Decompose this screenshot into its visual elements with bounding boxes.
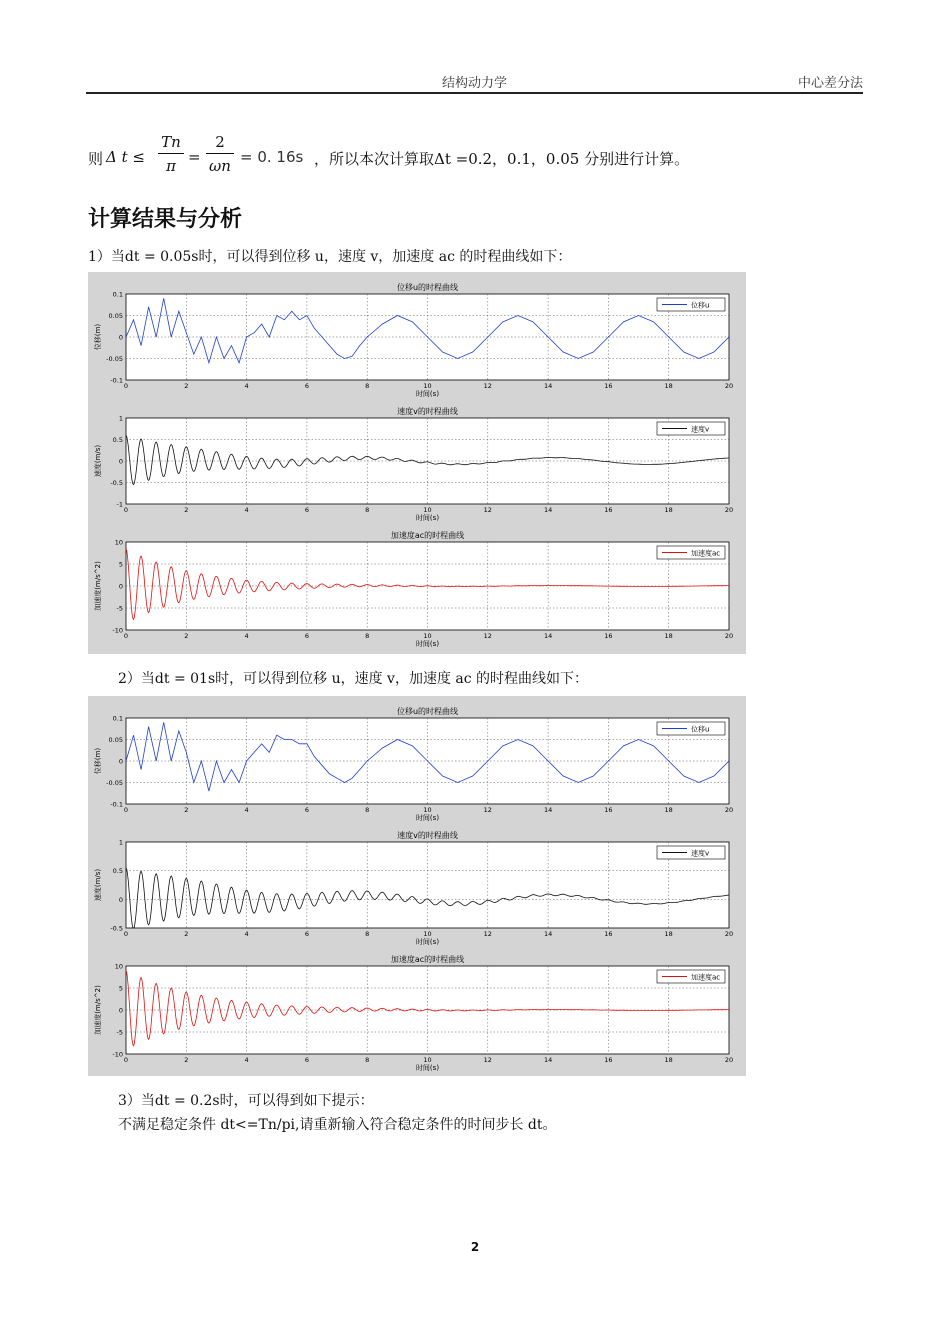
y-tick-label: 0 [118, 895, 123, 904]
formula-lhs: Δ t ≤ [106, 148, 145, 166]
x-tick-label: 16 [604, 506, 613, 514]
panel-title: 位移u的时程曲线 [396, 707, 459, 716]
x-axis-label: 时间(s) [415, 814, 440, 822]
x-tick-label: 10 [423, 806, 432, 814]
y-tick-label: 0 [118, 457, 123, 466]
legend-label: 速度v [691, 425, 710, 434]
x-tick-label: 12 [483, 806, 492, 814]
figure-1-svg [88, 272, 746, 654]
panel-title: 加速度ac的时程曲线 [390, 955, 465, 964]
x-tick-label: 18 [664, 506, 673, 514]
x-tick-label: 8 [365, 382, 370, 390]
y-axis-label: 加速度(m/s^2) [94, 561, 102, 611]
paragraph-dt-005: 1）当dt = 0.05s时，可以得到位移 u，速度 v，加速度 ac 的时程曲线如下： [88, 249, 572, 265]
y-tick-label: -10 [112, 1050, 123, 1059]
y-tick-label: 5 [118, 984, 123, 993]
x-tick-label: 18 [664, 382, 673, 390]
chart-panel-2 [93, 406, 733, 522]
figure-dt-005 [88, 272, 746, 654]
x-tick-label: 20 [724, 1056, 734, 1064]
x-tick-label: 18 [664, 806, 673, 814]
page-number: 2 [470, 1240, 480, 1254]
x-tick-label: 2 [184, 806, 189, 814]
x-axis-label: 时间(s) [415, 514, 440, 522]
header-rule [86, 92, 863, 94]
stability-warning: 不满足稳定条件 dt<=Tn/pi,请重新输入符合稳定条件的时间步长 dt。 [118, 1117, 557, 1133]
x-tick-label: 18 [664, 930, 673, 938]
y-tick-label: -5 [116, 604, 123, 613]
x-tick-label: 14 [543, 930, 553, 938]
y-axis-label: 位移(m) [94, 323, 102, 351]
panel-title: 速度v的时程曲线 [397, 831, 458, 840]
x-tick-label: 12 [483, 632, 492, 640]
formula-equals: = [188, 148, 201, 166]
x-tick-label: 8 [365, 1056, 370, 1064]
y-tick-label: -5 [116, 1028, 123, 1037]
legend-label: 加速度ac [691, 549, 721, 558]
header-chapter: 中心差分法 [797, 76, 863, 91]
x-tick-label: 14 [543, 382, 553, 390]
x-tick-label: 4 [244, 632, 249, 640]
y-axis-label: 加速度(m/s^2) [94, 985, 102, 1035]
x-axis-label: 时间(s) [415, 938, 440, 946]
y-tick-label: 0 [118, 333, 123, 342]
legend-label: 速度v [691, 849, 710, 858]
chart-panel-1 [93, 706, 733, 822]
chart-panel-1 [93, 282, 733, 398]
paragraph-dt-01: 2）当dt = 01s时，可以得到位移 u，速度 v，加速度 ac 的时程曲线如下： [118, 671, 589, 687]
x-tick-label: 6 [304, 632, 309, 640]
x-tick-label: 14 [543, 506, 553, 514]
y-tick-label: 0.5 [112, 436, 123, 444]
x-tick-label: 2 [184, 506, 189, 514]
x-tick-label: 0 [123, 806, 129, 814]
x-tick-label: 12 [483, 1056, 492, 1064]
x-axis-label: 时间(s) [415, 640, 440, 648]
formula-fraction-2 [206, 132, 234, 177]
y-tick-label: 0 [118, 1006, 123, 1015]
x-tick-label: 10 [423, 506, 432, 514]
x-tick-label: 6 [304, 806, 309, 814]
header-title: 结构动力学 [441, 76, 507, 91]
y-tick-label: 1 [118, 838, 123, 847]
x-tick-label: 2 [184, 1056, 189, 1064]
x-tick-label: 10 [423, 632, 432, 640]
y-tick-label: -1 [116, 500, 123, 509]
panel-title: 位移u的时程曲线 [396, 283, 459, 292]
x-tick-label: 20 [724, 930, 734, 938]
x-tick-label: 4 [244, 382, 249, 390]
y-axis-label: 速度(m/s) [94, 868, 102, 902]
x-tick-label: 12 [483, 506, 492, 514]
y-tick-label: 0.05 [108, 736, 123, 744]
x-tick-label: 20 [724, 806, 734, 814]
legend-label: 加速度ac [691, 973, 721, 982]
fraction-2-denominator: ωn [209, 157, 231, 175]
x-tick-label: 20 [724, 382, 734, 390]
x-tick-label: 8 [365, 506, 370, 514]
x-tick-label: 8 [365, 632, 370, 640]
y-tick-label: -0.1 [110, 376, 123, 385]
legend-label: 位移u [691, 725, 710, 734]
y-tick-label: -0.5 [110, 924, 123, 933]
y-tick-label: 1 [118, 414, 123, 423]
formula-text: ，所以本次计算取Δt =0.2，0.1，0.05 分别进行计算。 [314, 150, 690, 168]
y-tick-label: 10 [114, 538, 123, 547]
figure-2-svg [88, 696, 746, 1076]
y-tick-label: 0.5 [112, 867, 123, 876]
y-tick-label: 0 [118, 582, 123, 591]
x-tick-label: 20 [724, 632, 734, 640]
chart-panel-3 [93, 954, 733, 1072]
x-tick-label: 4 [244, 506, 249, 514]
panel-title: 加速度ac的时程曲线 [390, 531, 465, 540]
y-tick-label: 0.1 [112, 714, 123, 723]
x-tick-label: 12 [483, 930, 492, 938]
x-tick-label: 16 [604, 930, 613, 938]
x-tick-label: 0 [123, 506, 129, 514]
y-tick-label: -0.1 [110, 800, 123, 809]
y-tick-label: -0.5 [110, 479, 123, 487]
y-tick-label: 0 [118, 757, 123, 766]
x-tick-label: 2 [184, 632, 189, 640]
x-tick-label: 16 [604, 1056, 613, 1064]
y-tick-label: -0.05 [106, 355, 123, 363]
fraction-1-bar [158, 153, 184, 154]
header-bar [86, 72, 863, 92]
x-tick-label: 2 [184, 930, 189, 938]
x-tick-label: 6 [304, 1056, 309, 1064]
fraction-2-bar [206, 153, 234, 154]
x-tick-label: 2 [184, 382, 189, 390]
fraction-2-numerator: 2 [215, 133, 225, 151]
x-tick-label: 8 [365, 930, 370, 938]
formula-prefix: 则 [88, 150, 104, 168]
x-tick-label: 10 [423, 1056, 432, 1064]
x-tick-label: 6 [304, 930, 309, 938]
x-tick-label: 12 [483, 382, 492, 390]
x-tick-label: 18 [664, 1056, 673, 1064]
x-tick-label: 0 [123, 382, 129, 390]
x-tick-label: 14 [543, 1056, 553, 1064]
x-tick-label: 10 [423, 930, 432, 938]
formula-fraction-1 [158, 132, 184, 177]
x-axis-label: 时间(s) [415, 1064, 440, 1072]
formula-result: = 0. 16s [240, 148, 304, 166]
x-tick-label: 14 [543, 632, 553, 640]
x-tick-label: 4 [244, 806, 249, 814]
y-tick-label: 10 [114, 962, 123, 971]
x-tick-label: 4 [244, 1056, 249, 1064]
x-tick-label: 0 [123, 1056, 129, 1064]
x-tick-label: 0 [123, 930, 129, 938]
x-axis-label: 时间(s) [415, 390, 440, 398]
y-axis-label: 速度(m/s) [94, 444, 102, 478]
legend-label: 位移u [691, 301, 710, 310]
x-tick-label: 6 [304, 506, 309, 514]
fraction-1-denominator: π [166, 157, 176, 175]
x-tick-label: 16 [604, 806, 613, 814]
figure-dt-01 [88, 696, 746, 1076]
x-tick-label: 0 [123, 632, 129, 640]
x-tick-label: 16 [604, 632, 613, 640]
y-tick-label: 0.05 [108, 312, 123, 320]
x-tick-label: 6 [304, 382, 309, 390]
x-tick-label: 16 [604, 382, 613, 390]
panel-title: 速度v的时程曲线 [397, 407, 458, 416]
paragraph-dt-02: 3）当dt = 0.2s时，可以得到如下提示： [118, 1093, 374, 1109]
chart-panel-2 [93, 830, 733, 946]
x-tick-label: 18 [664, 632, 673, 640]
x-tick-label: 8 [365, 806, 370, 814]
x-tick-label: 4 [244, 930, 249, 938]
section-title: 计算结果与分析 [88, 207, 243, 232]
y-tick-label: -0.05 [106, 779, 123, 787]
stability-formula [88, 128, 868, 188]
y-axis-label: 位移(m) [94, 747, 102, 775]
x-tick-label: 10 [423, 382, 432, 390]
y-tick-label: 0.1 [112, 290, 123, 299]
y-tick-label: 5 [118, 560, 123, 569]
y-tick-label: -10 [112, 626, 123, 635]
fraction-1-numerator: Tn [161, 133, 181, 151]
chart-panel-3 [93, 530, 733, 648]
x-tick-label: 14 [543, 806, 553, 814]
x-tick-label: 20 [724, 506, 734, 514]
